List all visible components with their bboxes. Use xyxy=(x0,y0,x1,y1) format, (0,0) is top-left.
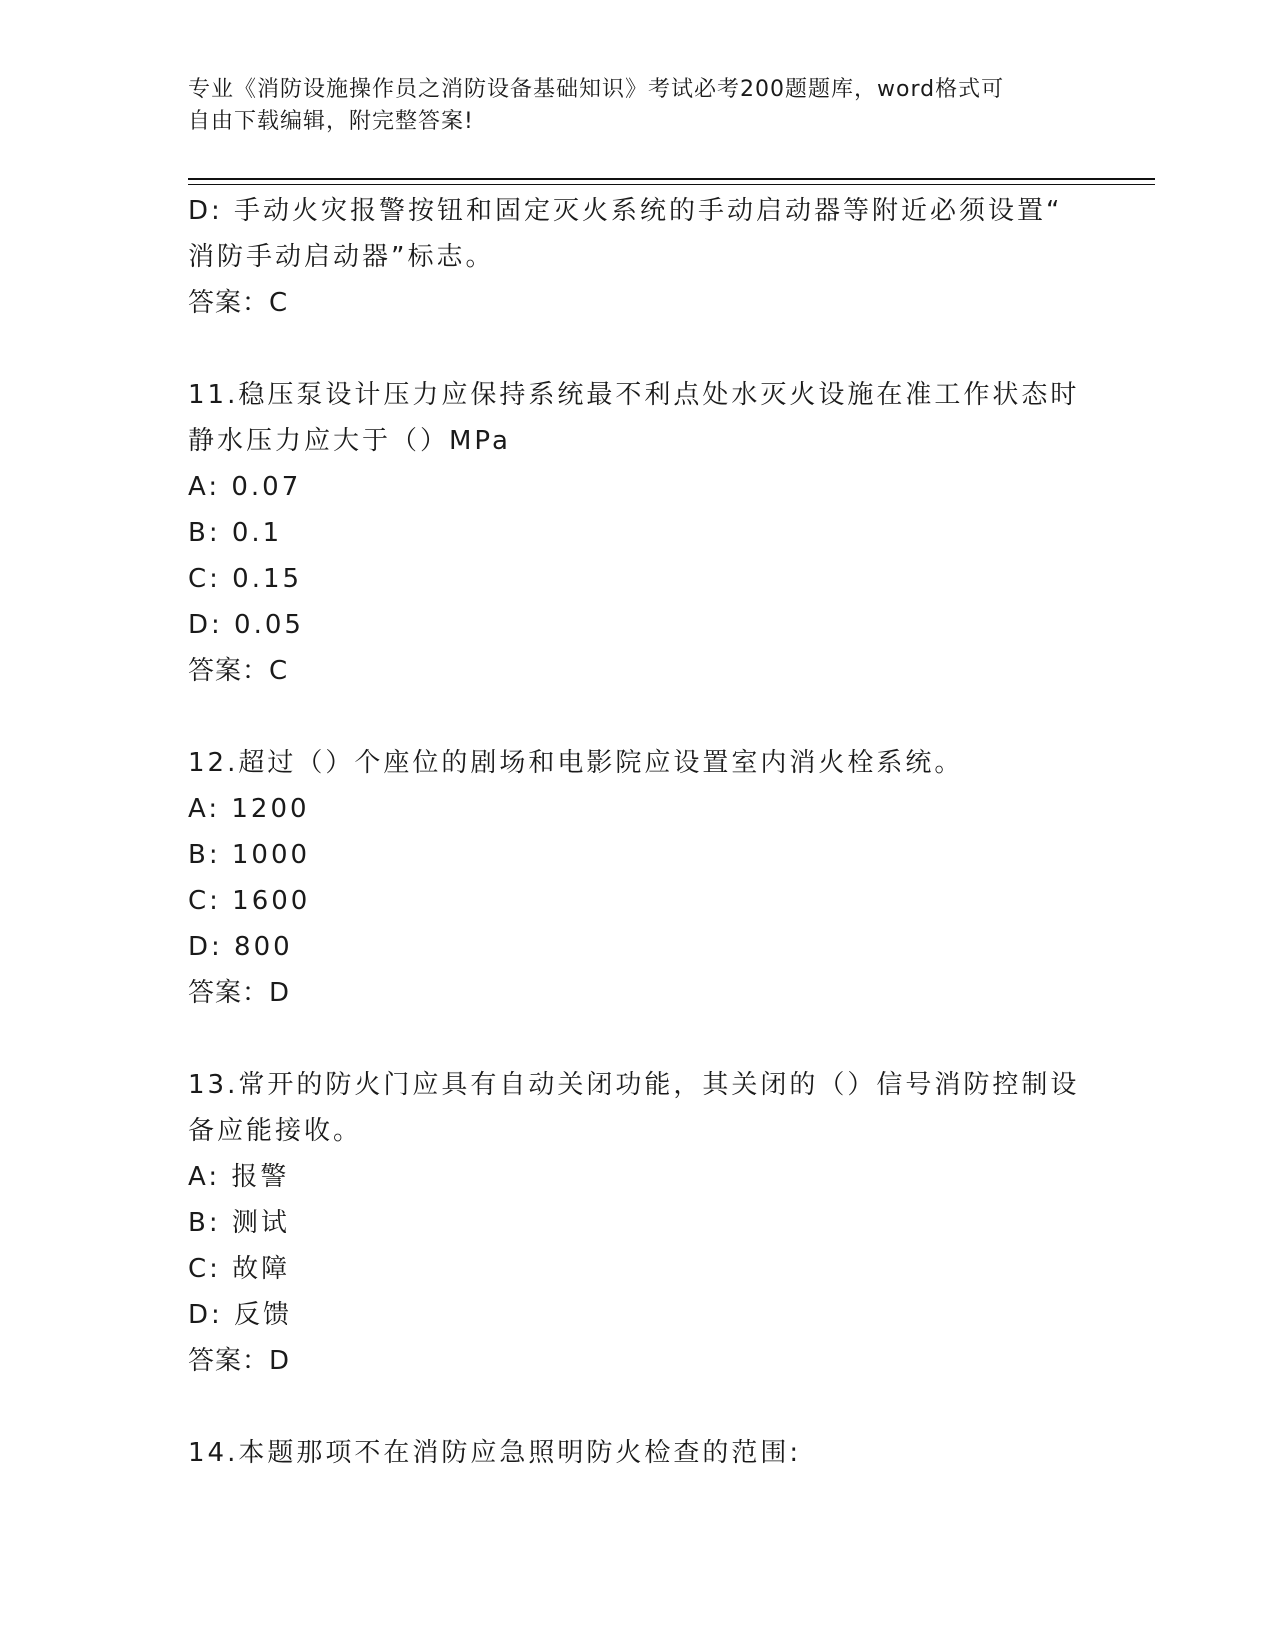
previous-question-fragment xyxy=(188,188,1088,326)
option-d: D: 0.05 xyxy=(188,610,304,640)
option-b: B: 1000 xyxy=(188,840,311,870)
question-list xyxy=(188,188,1088,1476)
spacer xyxy=(188,1016,1088,1062)
header-divider-thin xyxy=(188,184,1155,185)
answer-line: 答案：D xyxy=(188,1346,291,1376)
option-c: C: 故障 xyxy=(188,1254,291,1284)
header-title-line-2: 自由下载编辑，附完整答案! xyxy=(188,109,474,134)
option-b: B: 0.1 xyxy=(188,518,283,548)
answer-line: 答案：D xyxy=(188,978,291,1008)
question-stem-line-2: 备应能接收。 xyxy=(188,1116,363,1146)
option-c: C: 1600 xyxy=(188,886,311,916)
question-stem-line-1: 14.本题那项不在消防应急照明防火检查的范围: xyxy=(188,1438,802,1468)
option-a: A: 报警 xyxy=(188,1162,290,1192)
option-d-line-1: D: 手动火灾报警按钮和固定灭火系统的手动启动器等附近必须设置“ xyxy=(188,196,1063,226)
header-title-line-1: 专业《消防设施操作员之消防设备基础知识》考试必考200题题库，word格式可 xyxy=(188,77,1005,102)
question-stem-line-1: 11.稳压泵设计压力应保持系统最不利点处水灭火设施在准工作状态时 xyxy=(188,380,1080,410)
option-c: C: 0.15 xyxy=(188,564,303,594)
spacer xyxy=(188,1384,1088,1430)
question-stem-line-1: 13.常开的防火门应具有自动关闭功能，其关闭的（）信号消防控制设 xyxy=(188,1070,1080,1100)
answer-line: 答案：C xyxy=(188,656,289,686)
question-stem-line-1: 12.超过（）个座位的剧场和电影院应设置室内消火栓系统。 xyxy=(188,748,964,778)
answer-line: 答案：C xyxy=(188,288,289,318)
option-b: B: 测试 xyxy=(188,1208,290,1238)
question-11 xyxy=(188,372,1088,694)
question-12 xyxy=(188,740,1088,1016)
document-header xyxy=(188,74,1088,138)
spacer xyxy=(188,326,1088,372)
option-d-line-2: 消防手动启动器”标志。 xyxy=(188,242,495,272)
option-a: A: 0.07 xyxy=(188,472,302,502)
question-14 xyxy=(188,1430,1088,1476)
option-d: D: 反馈 xyxy=(188,1300,293,1330)
header-divider-thick xyxy=(188,178,1155,180)
option-d: D: 800 xyxy=(188,932,293,962)
question-13 xyxy=(188,1062,1088,1384)
question-stem-line-2: 静水压力应大于（）MPa xyxy=(188,426,511,456)
spacer xyxy=(188,694,1088,740)
option-a: A: 1200 xyxy=(188,794,310,824)
